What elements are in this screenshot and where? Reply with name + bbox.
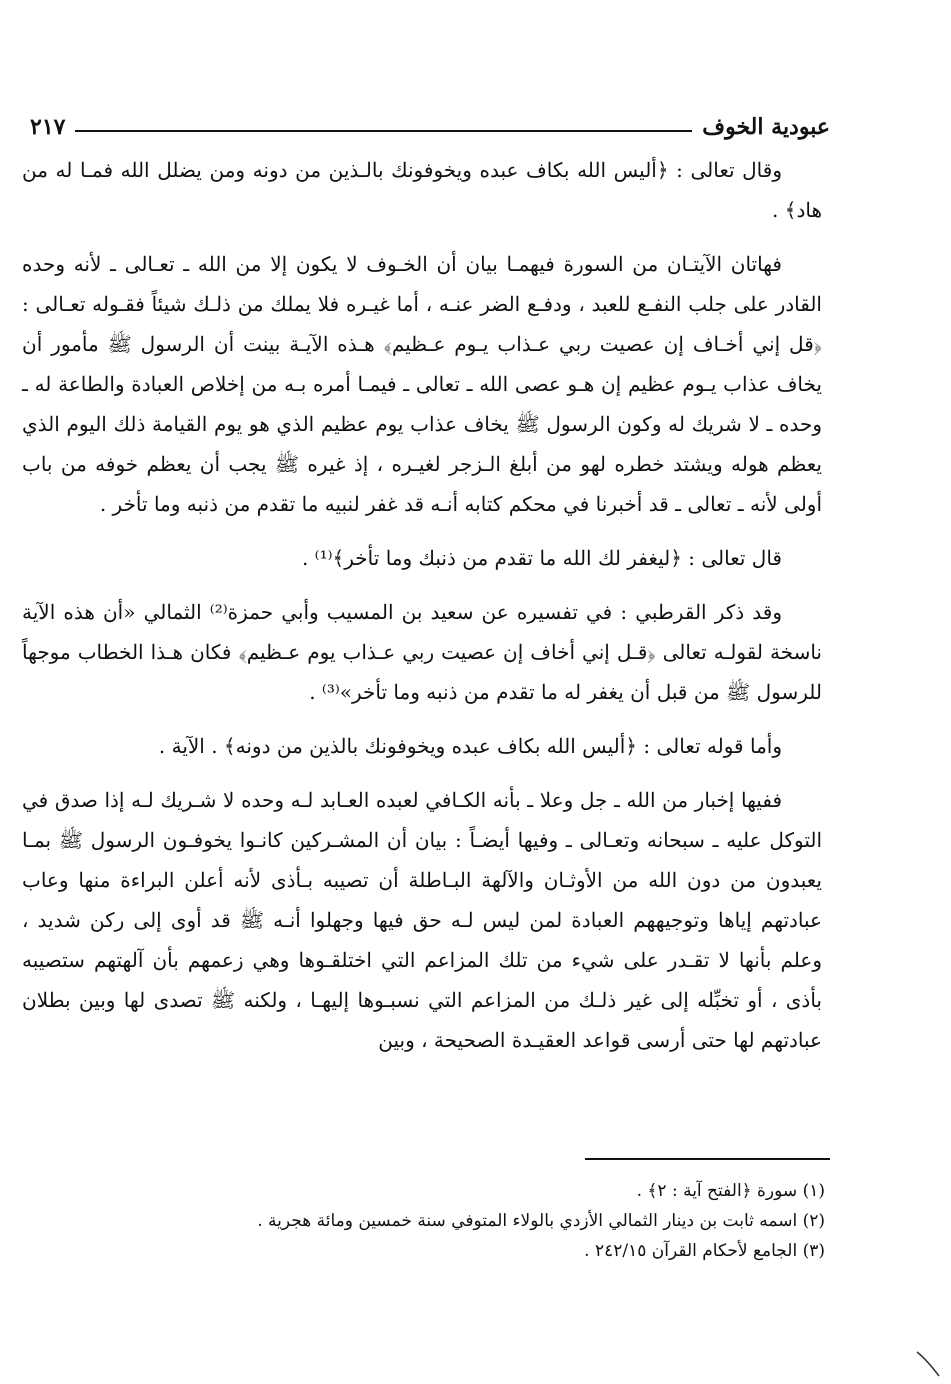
paragraph-6: ففيها إخبار من الله ـ جل وعلا ـ بأنه الكـافي لعبده العـابد لـه وحده لا شـريك لـه إذا صدق في التوكل عليه ـ سبحانه وتعـالى ـ وفيها أيضـاً : بيان أن المشـركين كانـوا يخوفـون الرسول ﷺ بمـا يعبدون من دون الله من الأوثـان والآلهة البـاطلة أن تصيبه بـأذى لأنه أعلن البراءة منها وعاب عبادتهم إياها وتوجيههم العبادة لمن ليس لـه حق فيها وجهلوا أنـه ﷺ قد أوى إلى ركن شديد ، وعلم بأنها لا تقـدر على شيء من تلك المزاعم التي اختلقـوها وهي زعمهم بأن آلهتهم ستصيبه بأذى ، أو تخبِّله إلى غير ذلـك من المزاعم التي نسبـوها إليهـا ، ولكنه ﷺ تصدى لها وبين بطلان عبادتهم لها حتى أرسى قواعد العقيـدة الصحيحة ، وبين <box>22 788 822 1052</box>
paragraph-2: فهاتان الآيتـان من السورة فيهمـا بيان أن الخـوف لا يكون إلا من الله ـ تعـالى ـ لأنه وحده القادر على جلب النفـع للعبد ، ودفـع الضر عنـه ، أما غيـره فلا يملك من ذلـك شيئاً فقـوله تعـالى : ﴿قل إني أخـاف إن عصيت ربي عـذاب يـوم عـظيم﴾ هـذه الآيـة بينت أن الرسول ﷺ مأمور أن يخاف عذاب يـوم عظيم إن هـو عصى الله ـ تعالى ـ فيمـا أمره بـه من إخلاص العبادة والطاعة له ـ وحده ـ لا شريك له وكون الرسول ﷺ يخاف عذاب يوم عظيم الذي هو يوم القيامة ذلك اليوم الذي يعظم هوله ويشتد خطره لهو من أبلغ الـزجر لغيـره ، إذ غيره ﷺ يجب أن يعظم خوفه من باب أولى لأنه ـ تعالى ـ قد أخبرنا في محكم كتابه أنـه قد غفر لنبيه ما تقدم من ذنبه وما تأخر . <box>22 252 822 516</box>
main-text <box>22 150 822 1074</box>
header-rule <box>75 130 692 132</box>
paragraph-4: وقد ذكر القرطبي : في تفسيره عن سعيد بن المسيب وأبي حمزة⁽²⁾ الثمالي «أن هذه الآية ناسخة لقولـه تعالى ﴿قـل إني أخاف إن عصيت ربي عـذاب يوم عـظيم﴾ فكان هـذا الخطاب موجهاً للرسول ﷺ من قبل أن يغفر له ما تقدم من ذنبه وما تأخر»⁽³⁾ . <box>22 600 822 704</box>
footnote-1: (١) سورة ﴿الفتح آية : ٢﴾ . <box>636 1181 825 1201</box>
footnote-2: (٢) اسمه ثابت بن دينار الثمالي الأزدي بالولاء المتوفي سنة خمسين ومائة هجرية . <box>257 1211 825 1231</box>
running-title: عبودية الخوف <box>702 114 830 140</box>
footnote-separator <box>585 1158 830 1160</box>
scan-mark-icon <box>913 1350 943 1378</box>
running-header <box>30 100 830 140</box>
paragraph-5: وأما قوله تعالى : ﴿أليس الله بكاف عبده ويخوفونك بالذين من دونه﴾ . الآية . <box>158 734 782 758</box>
footnote-3: (٣) الجامع لأحكام القرآن ٢٤٢/١٥ . <box>584 1241 825 1261</box>
paragraph-1: وقال تعالى : ﴿أليس الله بكاف عبده ويخوفونك بالـذين من دونه ومن يضلل الله فمـا له من هاد﴾ . <box>22 158 822 222</box>
paragraph-3: قال تعالى : ﴿ليغفر لك الله ما تقدم من ذنبك وما تأخر﴾⁽¹⁾ . <box>301 546 782 570</box>
footnotes <box>100 1176 825 1266</box>
page-number: ٢١٧ <box>30 114 66 140</box>
